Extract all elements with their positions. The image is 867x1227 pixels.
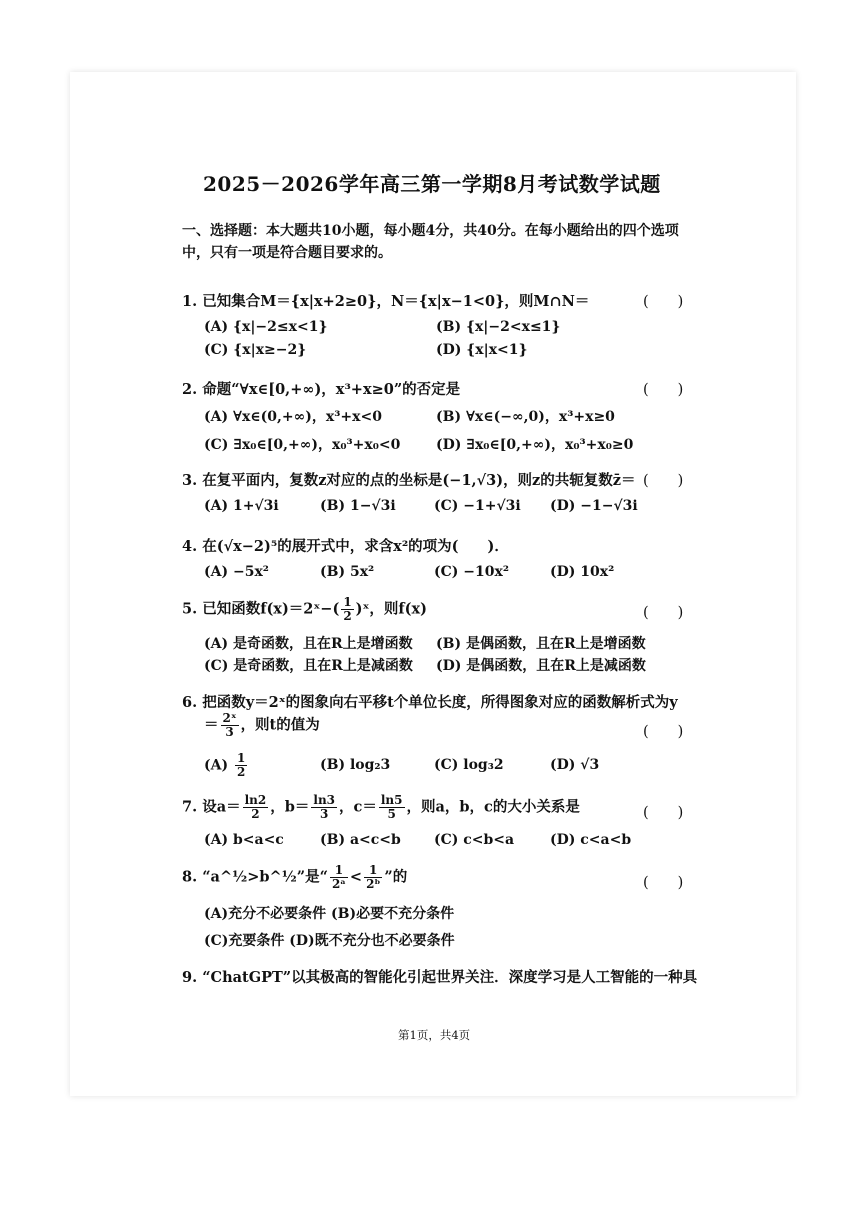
fraction-numerator: 1	[343, 595, 352, 609]
question-stem: 已知集合M＝{x|x+2≥0}，N＝{x|x−1<0}，则M∩N＝	[202, 293, 590, 310]
answer-blank-3[interactable]: ( )	[643, 473, 684, 489]
fraction-numerator: 1	[330, 864, 348, 878]
answer-blank-6[interactable]: ( )	[643, 724, 684, 740]
section-intro-line1: 一、选择题：本大题共10小题，每小题4分，共40分。在每小题给出的四个选项	[182, 223, 679, 239]
question-1	[182, 290, 589, 311]
question-number: 9.	[182, 969, 198, 986]
option-3a[interactable]: (A) 1+√3i	[204, 498, 279, 514]
option-2a[interactable]: (A) ∀x∈(0,+∞)，x³+x<0	[204, 409, 382, 425]
fraction-denominator: 3	[225, 725, 234, 739]
question-9	[182, 966, 697, 987]
option-3d[interactable]: (D) −1−√3i	[550, 498, 638, 514]
question-number: 5.	[182, 600, 198, 618]
less-than-sign: <	[349, 868, 363, 886]
option-8ab[interactable]: (A)充分不必要条件 (B)必要不充分条件	[204, 906, 455, 922]
question-4	[182, 535, 509, 556]
question-stem: 已知函数f(x)＝2ˣ−	[202, 600, 333, 618]
fraction-denominator: 2	[251, 807, 260, 821]
option-1c[interactable]: (C) {x|x≥−2}	[204, 342, 307, 358]
answer-blank-7[interactable]: ( )	[643, 805, 684, 821]
question-6	[182, 691, 678, 712]
question-stem: 命题“∀x∈[0,+∞)，x³+x≥0”的否定是	[202, 381, 461, 398]
question-stem: 在(√x−2)⁵的展开式中，求含x²的项为( )．	[202, 538, 509, 555]
question-number: 2.	[182, 381, 198, 398]
equals-sign: ＝	[204, 716, 219, 734]
fraction-denominator: 5	[387, 807, 396, 821]
option-7c[interactable]: (C) c<b<a	[434, 832, 515, 848]
right-paren: )	[355, 600, 363, 618]
question-stem: 在复平面内，复数z对应的点的坐标是(−1,√3)，则z的共轭复数z̄＝	[202, 472, 636, 489]
question-6-line2	[204, 712, 320, 739]
fraction-numerator: ln3	[313, 793, 336, 807]
section-intro-line2: 中，只有一项是符合题目要求的。	[182, 245, 392, 261]
question-stem-tail: ，则t的值为	[240, 716, 320, 734]
question-5	[182, 596, 427, 623]
question-stem: 把函数y＝2ˣ的图象向右平移t个单位长度，所得图象对应的函数解析式为y	[202, 694, 678, 711]
option-3c[interactable]: (C) −1+√3i	[434, 498, 521, 514]
option-1d[interactable]: (D) {x|x<1}	[436, 342, 528, 358]
option-5a[interactable]: (A) 是奇函数，且在R上是增函数	[204, 636, 413, 652]
question-stem-tail: ˣ，则f(x)	[362, 600, 428, 618]
separator-b: ，b＝	[270, 798, 310, 816]
fraction-numerator: ln2	[244, 793, 267, 807]
option-4d[interactable]: (D) 10x²	[550, 564, 615, 580]
question-8	[182, 864, 407, 891]
question-number: 1.	[182, 293, 198, 310]
option-7d[interactable]: (D) c<a<b	[550, 832, 632, 848]
question-number: 8.	[182, 868, 198, 886]
fraction-right	[364, 864, 382, 891]
option-6d[interactable]: (D) √3	[550, 757, 600, 773]
fraction-denominator: 3	[320, 807, 329, 821]
question-number: 3.	[182, 472, 198, 489]
question-stem-tail: ，则a，b，c的大小关系是	[406, 798, 580, 816]
option-5c[interactable]: (C) 是奇函数，且在R上是减函数	[204, 658, 413, 674]
option-5d[interactable]: (D) 是偶函数，且在R上是减函数	[436, 658, 646, 674]
question-stem: 设a＝	[202, 798, 241, 816]
question-number: 6.	[182, 694, 198, 711]
option-8cd[interactable]: (C)充要条件 (D)既不充分也不必要条件	[204, 933, 455, 949]
question-number: 4.	[182, 538, 198, 555]
fraction-numerator: 1	[364, 864, 382, 878]
option-2b[interactable]: (B) ∀x∈(−∞,0)，x³+x≥0	[436, 409, 615, 425]
question-stem-tail: ”的	[384, 868, 408, 886]
question-7	[182, 794, 580, 821]
option-6a[interactable]	[204, 752, 249, 779]
question-number: 7.	[182, 798, 198, 816]
option-7a[interactable]: (A) b<a<c	[204, 832, 284, 848]
question-2	[182, 378, 460, 399]
fraction-numerator: 1	[237, 751, 246, 765]
fraction-denominator: 2ᵇ	[366, 877, 381, 891]
option-4c[interactable]: (C) −10x²	[434, 564, 509, 580]
fraction	[341, 596, 353, 623]
question-stem: “ChatGPT”以其极高的智能化引起世界关注．深度学习是人工智能的一种具	[202, 969, 698, 986]
separator-c: ，c＝	[339, 798, 377, 816]
page-title: 2025－2026学年高三第一学期8月考试数学试题	[203, 172, 661, 196]
fraction-denominator: 2	[343, 609, 352, 623]
fraction	[221, 712, 239, 739]
fraction-denominator: 2ᵃ	[331, 877, 346, 891]
option-6b[interactable]: (B) log₂3	[320, 757, 391, 773]
option-2c[interactable]: (C) ∃x₀∈[0,+∞)，x₀³+x₀<0	[204, 437, 401, 453]
page-footer: 第1页，共4页	[398, 1028, 471, 1042]
option-6c[interactable]: (C) log₃2	[434, 757, 504, 773]
option-label: (A)	[204, 757, 229, 774]
fraction-a	[243, 794, 269, 821]
fraction	[235, 752, 247, 779]
answer-blank-5[interactable]: ( )	[643, 605, 684, 621]
answer-blank-8[interactable]: ( )	[643, 875, 684, 891]
option-3b[interactable]: (B) 1−√3i	[320, 498, 396, 514]
left-paren: (	[332, 600, 340, 618]
option-1b[interactable]: (B) {x|−2<x≤1}	[436, 319, 561, 335]
fraction-denominator: 2	[237, 765, 246, 779]
option-4a[interactable]: (A) −5x²	[204, 564, 269, 580]
fraction-numerator: 2ˣ	[222, 711, 237, 725]
fraction-numerator: ln5	[380, 793, 403, 807]
fraction-c	[379, 794, 405, 821]
option-7b[interactable]: (B) a<c<b	[320, 832, 401, 848]
answer-blank-2[interactable]: ( )	[643, 382, 684, 398]
option-1a[interactable]: (A) {x|−2≤x<1}	[204, 319, 328, 335]
fraction-left	[330, 864, 348, 891]
question-stem: “a^½>b^½”是“	[202, 868, 328, 886]
option-2d[interactable]: (D) ∃x₀∈[0,+∞)，x₀³+x₀≥0	[436, 437, 634, 453]
answer-blank-1[interactable]: ( )	[643, 294, 684, 310]
fraction-b	[311, 794, 337, 821]
question-3	[182, 469, 636, 490]
option-4b[interactable]: (B) 5x²	[320, 564, 375, 580]
option-5b[interactable]: (B) 是偶函数，且在R上是增函数	[436, 636, 646, 652]
